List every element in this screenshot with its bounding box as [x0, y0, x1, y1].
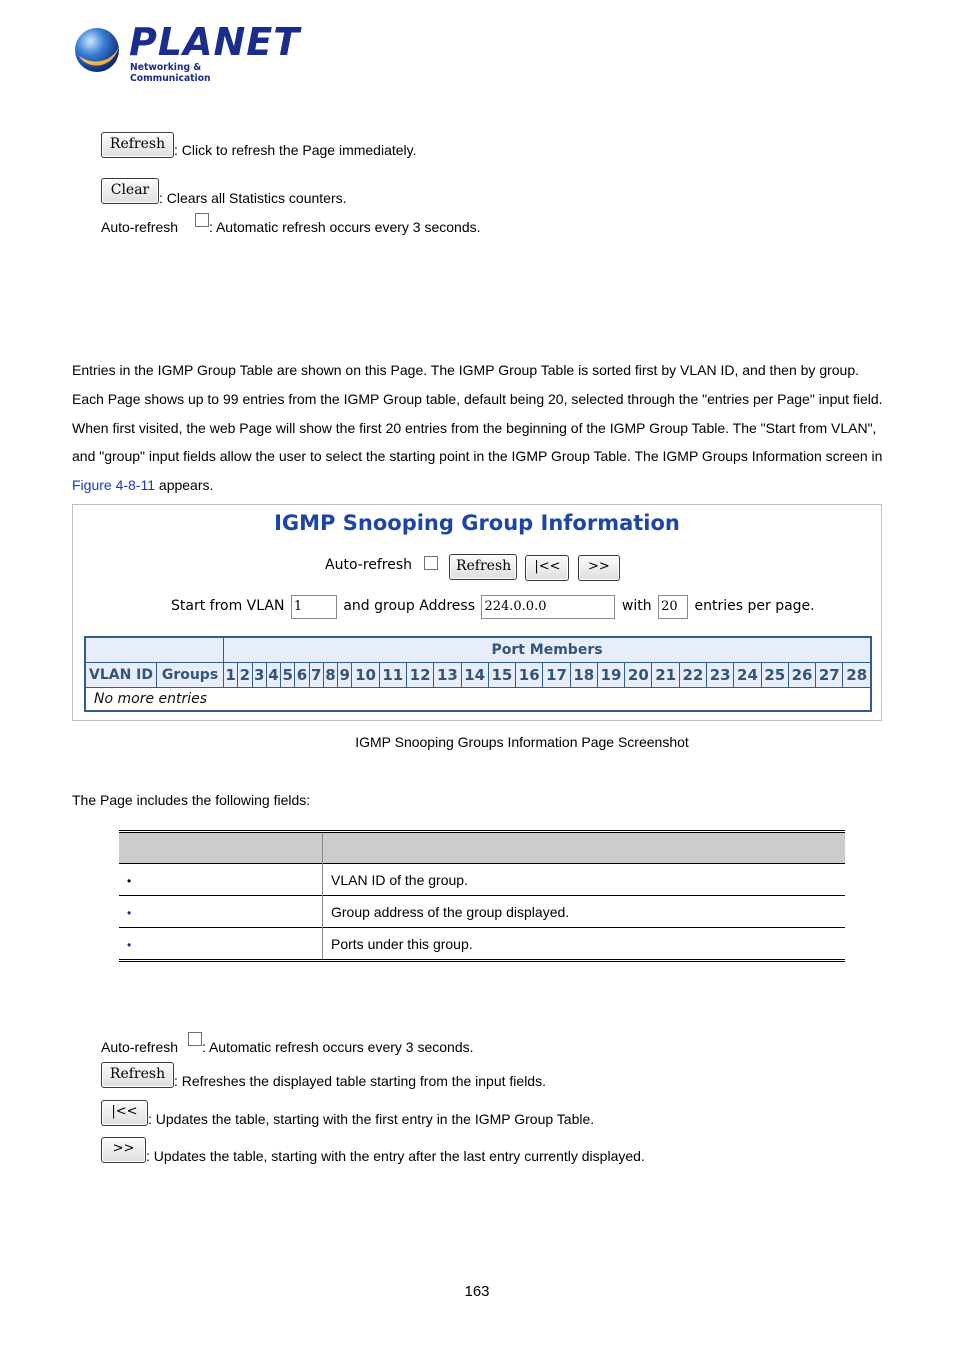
port-header-8: 8	[323, 663, 337, 688]
port-header-12: 12	[406, 663, 433, 688]
fields-table	[119, 830, 845, 962]
autorefresh-description-2: : Automatic refresh occurs every 3 seconds.	[201, 1039, 474, 1055]
fields-intro: The Page includes the following fields:	[72, 792, 311, 808]
next-page-description: : Updates the table, starting with the entry after the last entry currently displayed.	[146, 1148, 645, 1164]
clear-description: : Clears all Statistics counters.	[159, 190, 347, 206]
object-cell	[119, 928, 323, 961]
panel-controls-row	[325, 554, 620, 581]
port-header-26: 26	[788, 663, 815, 688]
port-header-1: 1	[224, 663, 238, 688]
port-header-7: 7	[309, 663, 323, 688]
port-header-9: 9	[338, 663, 352, 688]
port-header-10: 10	[352, 663, 379, 688]
port-header-2: 2	[238, 663, 252, 688]
table-row	[119, 864, 845, 896]
port-header-6: 6	[295, 663, 309, 688]
port-header-20: 20	[625, 663, 652, 688]
description-header	[323, 832, 846, 864]
bullet-icon: •	[127, 937, 132, 952]
table-header-row-top	[85, 637, 871, 663]
paragraph-text: Entries in the IGMP Group Table are shown on this Page. The IGMP Group Table is sorted first by VLAN ID, and then by group. Each Page shows up to 99 entries from the IGMP Group table, default being 20, selected through the "entries per Page" input field. When first visited, the web Page will show the first 20 entries from the beginning of the IGMP Group Table. The "Start from VLAN", and "group" input fields allow the user to select the starting point in the IGMP Group Table. The IGMP Groups Information screen in	[72, 362, 883, 465]
port-header-28: 28	[843, 663, 871, 688]
autorefresh-explanation	[101, 213, 481, 235]
port-header-17: 17	[543, 663, 570, 688]
port-header-24: 24	[734, 663, 761, 688]
fields-header-row	[119, 832, 845, 864]
group-address-input[interactable]: 224.0.0.0	[481, 595, 615, 619]
panel-refresh-button[interactable]: Refresh	[449, 554, 517, 580]
refresh-explanation	[101, 132, 417, 158]
port-header-5: 5	[281, 663, 295, 688]
port-header-19: 19	[597, 663, 624, 688]
panel-filter-row	[171, 595, 815, 619]
start-vlan-input[interactable]: 1	[291, 595, 337, 619]
panel-next-page-button[interactable]: >>	[578, 555, 620, 581]
with-label: with	[621, 598, 652, 614]
next-page-explanation	[101, 1137, 645, 1163]
intro-paragraph	[72, 356, 892, 500]
port-header-14: 14	[461, 663, 488, 688]
port-header-21: 21	[652, 663, 679, 688]
port-header-11: 11	[379, 663, 406, 688]
paragraph-tail: appears.	[155, 477, 214, 494]
object-header	[119, 832, 323, 864]
refresh-button[interactable]: Refresh	[101, 132, 174, 158]
clear-explanation	[101, 178, 347, 204]
port-header-3: 3	[252, 663, 266, 688]
first-page-explanation	[101, 1100, 594, 1126]
port-header-22: 22	[679, 663, 706, 688]
table-row	[119, 896, 845, 928]
next-page-button[interactable]: >>	[101, 1137, 146, 1163]
page-number: 163	[464, 1283, 490, 1300]
refresh-description-2: : Refreshes the displayed table starting from the input fields.	[174, 1073, 546, 1089]
refresh-button-2[interactable]: Refresh	[101, 1062, 174, 1088]
no-entries-cell: No more entries	[94, 691, 208, 707]
groups-header: Groups	[157, 663, 224, 688]
refresh-explanation-2	[101, 1062, 546, 1088]
autorefresh-checkbox[interactable]	[195, 213, 209, 227]
globe-icon	[73, 26, 121, 74]
first-page-description: : Updates the table, starting with the first entry in the IGMP Group Table.	[148, 1111, 595, 1127]
table-row	[119, 928, 845, 961]
autorefresh-label: Auto-refresh	[101, 219, 179, 235]
description-cell: Ports under this group.	[323, 928, 846, 961]
table-header-row-ports	[85, 663, 871, 688]
panel-autorefresh-label: Auto-refresh	[325, 557, 413, 573]
autorefresh-description: : Automatic refresh occurs every 3 seconds.	[208, 219, 481, 235]
object-cell	[119, 896, 323, 928]
description-cell: Group address of the group displayed.	[323, 896, 846, 928]
logo-tagline: Networking & Communication	[130, 62, 211, 84]
refresh-description: : Click to refresh the Page immediately.	[174, 142, 417, 158]
port-members-header: Port Members	[224, 637, 872, 663]
logo-wordmark: PLANET	[129, 20, 301, 64]
port-header-15: 15	[488, 663, 515, 688]
description-cell: VLAN ID of the group.	[323, 864, 846, 896]
first-page-button[interactable]: |<<	[101, 1100, 148, 1126]
panel-autorefresh-checkbox[interactable]	[424, 556, 438, 570]
header-blank	[85, 637, 224, 663]
entries-per-page-label: entries per page.	[694, 598, 815, 614]
igmp-group-info-screenshot	[72, 504, 882, 721]
port-header-27: 27	[816, 663, 843, 688]
port-header-4: 4	[266, 663, 280, 688]
clear-button[interactable]: Clear	[101, 178, 159, 204]
bullet-icon: •	[127, 873, 132, 888]
figure-caption: IGMP Snooping Groups Information Page Screenshot	[355, 734, 689, 750]
port-header-13: 13	[434, 663, 461, 688]
table-row	[85, 688, 871, 712]
autorefresh-checkbox-2[interactable]	[188, 1032, 202, 1046]
vlan-id-header: VLAN ID	[85, 663, 157, 688]
port-header-25: 25	[761, 663, 788, 688]
start-vlan-label: Start from VLAN	[171, 598, 285, 614]
panel-first-page-button[interactable]: |<<	[525, 555, 569, 581]
port-header-16: 16	[516, 663, 543, 688]
igmp-group-table	[84, 636, 872, 712]
port-header-18: 18	[570, 663, 597, 688]
planet-logo	[73, 20, 301, 84]
bullet-icon: •	[127, 905, 132, 920]
object-cell	[119, 864, 323, 896]
panel-title: IGMP Snooping Group Information	[274, 511, 680, 535]
autorefresh-explanation-2	[101, 1032, 474, 1055]
figure-link[interactable]: Figure 4-8-11	[72, 477, 156, 494]
autorefresh-label-2: Auto-refresh	[101, 1039, 179, 1055]
port-header-23: 23	[707, 663, 734, 688]
entries-per-page-input[interactable]: 20	[658, 595, 688, 619]
group-address-label: and group Address	[343, 598, 475, 614]
